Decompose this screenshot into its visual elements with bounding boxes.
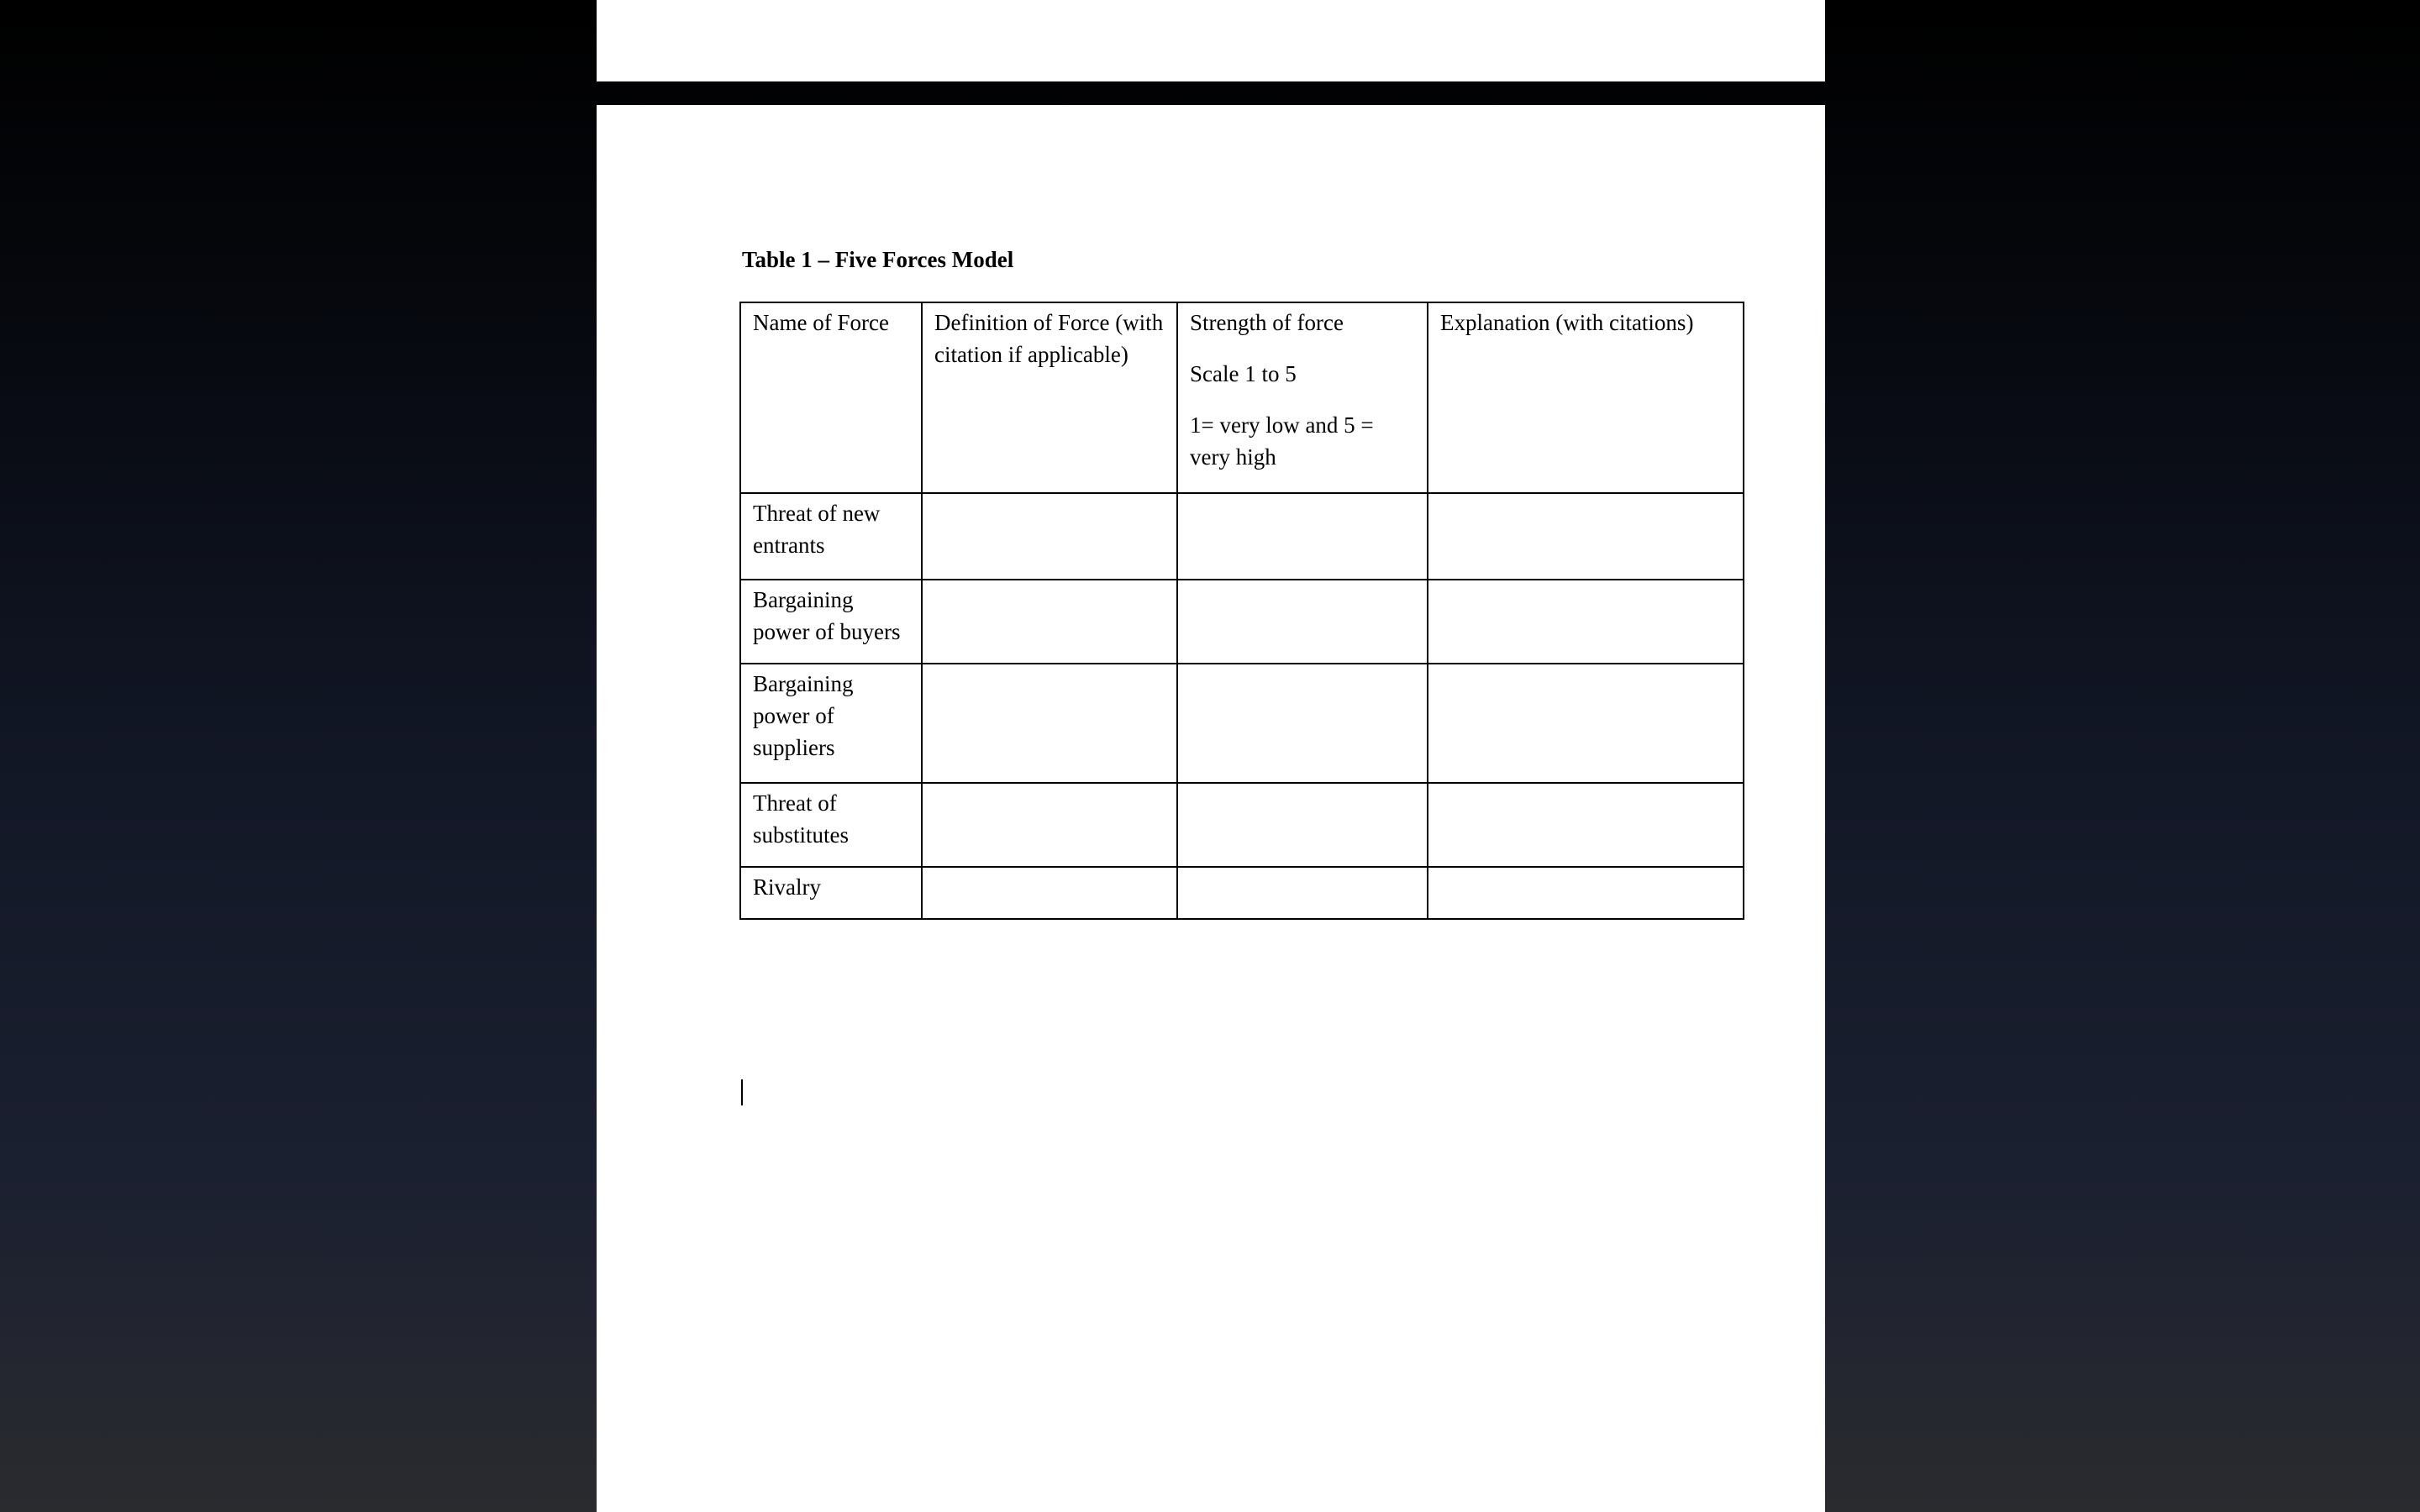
- strength-cell[interactable]: [1177, 867, 1428, 919]
- definition-cell[interactable]: [922, 580, 1177, 664]
- header-strength-scale: Scale 1 to 5: [1190, 361, 1297, 386]
- header-explanation-text: Explanation (with citations): [1440, 310, 1694, 335]
- explanation-cell[interactable]: [1428, 493, 1744, 580]
- header-cell-definition[interactable]: [922, 302, 1177, 493]
- strength-cell[interactable]: [1177, 783, 1428, 867]
- table-row: [740, 664, 1744, 783]
- force-name: Bargaining power of suppliers: [753, 671, 854, 760]
- table-row: [740, 867, 1744, 919]
- force-name-cell[interactable]: [740, 493, 922, 580]
- force-name-cell[interactable]: [740, 664, 922, 783]
- force-name: Bargaining power of buyers: [753, 587, 901, 644]
- five-forces-table[interactable]: [739, 302, 1744, 920]
- header-cell-strength[interactable]: [1177, 302, 1428, 493]
- explanation-cell[interactable]: [1428, 783, 1744, 867]
- text-cursor: [741, 1079, 743, 1105]
- explanation-cell[interactable]: [1428, 664, 1744, 783]
- table-row: [740, 580, 1744, 664]
- previous-page: [597, 0, 1825, 81]
- force-name: Rivalry: [753, 874, 821, 900]
- definition-cell[interactable]: [922, 783, 1177, 867]
- force-name: Threat of new entrants: [753, 501, 881, 558]
- header-cell-name[interactable]: [740, 302, 922, 493]
- header-definition-text: Definition of Force (with citation if applicable): [934, 310, 1164, 367]
- strength-cell[interactable]: [1177, 664, 1428, 783]
- header-name-text: Name of Force: [753, 310, 889, 335]
- table-row: [740, 783, 1744, 867]
- explanation-cell[interactable]: [1428, 867, 1744, 919]
- force-name-cell[interactable]: [740, 867, 922, 919]
- definition-cell[interactable]: [922, 867, 1177, 919]
- force-name-cell[interactable]: [740, 580, 922, 664]
- force-name: Threat of substitutes: [753, 790, 850, 848]
- header-strength-title: Strength of force: [1190, 310, 1344, 335]
- force-name-cell[interactable]: [740, 783, 922, 867]
- strength-cell[interactable]: [1177, 580, 1428, 664]
- table-row: [740, 493, 1744, 580]
- header-strength-legend: 1= very low and 5 = very high: [1190, 412, 1374, 470]
- definition-cell[interactable]: [922, 664, 1177, 783]
- explanation-cell[interactable]: [1428, 580, 1744, 664]
- document-page[interactable]: [597, 105, 1825, 1512]
- strength-cell[interactable]: [1177, 493, 1428, 580]
- definition-cell[interactable]: [922, 493, 1177, 580]
- table-header-row: [740, 302, 1744, 493]
- table-caption[interactable]: Table 1 – Five Forces Model: [742, 247, 1014, 272]
- header-cell-explanation[interactable]: [1428, 302, 1744, 493]
